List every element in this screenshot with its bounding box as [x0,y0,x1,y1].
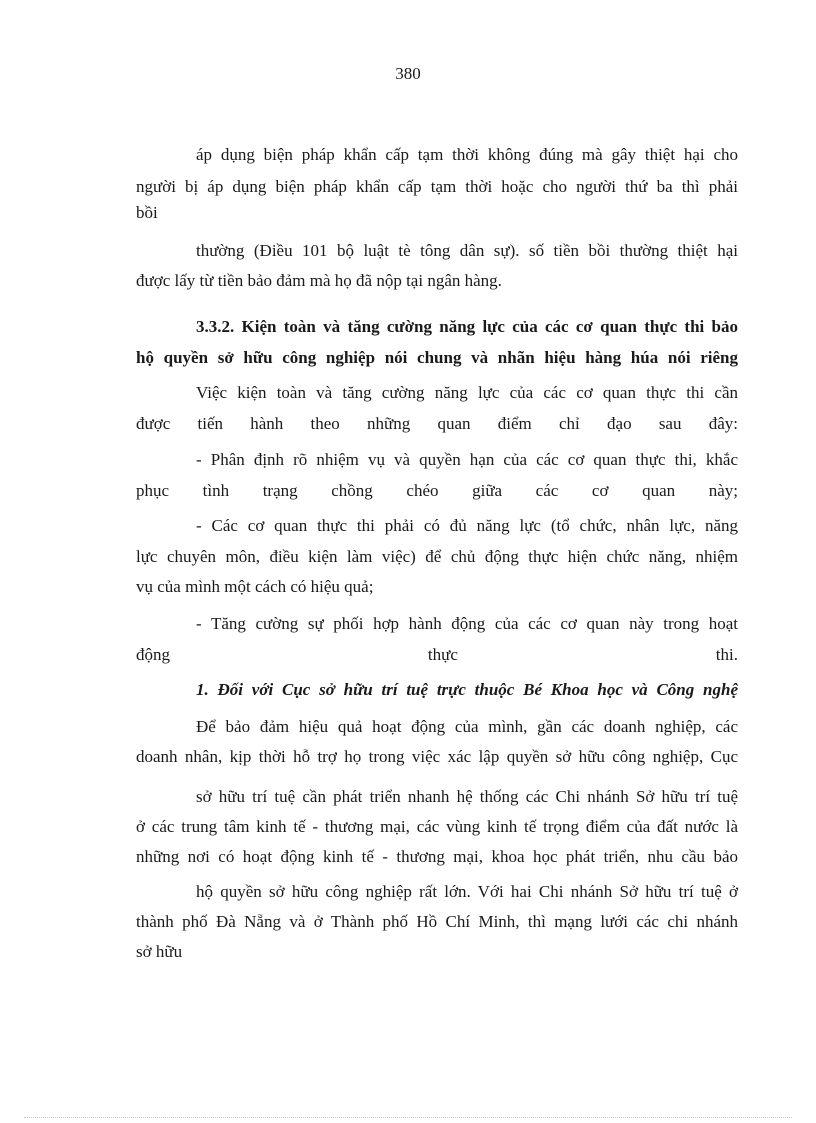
text-line: sở hữu trí tuệ cần phát triển nhanh hệ thống các Chi nhánh Sở hữu trí tuệ [196,787,738,806]
text-line: hộ quyền sở hữu công nghiệp rất lớn. Với hai Chi nhánh Sở hữu trí tuệ ở [196,882,738,901]
section-heading: hộ quyền sở hữu công nghiệp nói chung và nhãn hiệu hàng húa nói riêng [136,348,738,367]
text-line: động thực thi. [136,645,738,664]
text-line: thành phố Đà Nẵng và ở Thành phố Hồ Chí Minh, thì mạng lưới các chi nhánh [136,912,738,931]
text-line: bồi [136,203,158,222]
text-line: sở hữu [136,942,183,961]
text-line: - Phân định rõ nhiệm vụ và quyền hạn của các cơ quan thực thi, khắc [196,450,738,469]
text-line: được lấy từ tiền bảo đảm mà họ đã nộp tại ngân hàng. [136,271,502,290]
text-line: Việc kiện toàn và tăng cường năng lực của các cơ quan thực thi cần [196,383,738,402]
text-line: - Tăng cường sự phối hợp hành động của các cơ quan này trong hoạt [196,614,738,633]
text-line: - Các cơ quan thực thi phải có đủ năng lực (tổ chức, nhân lực, năng [196,516,738,535]
text-line: những nơi có hoạt động kinh tế - thương mại, khoa học phát triển, nhu cầu bảo [136,847,738,866]
text-line: ở các trung tâm kinh tế - thương mại, các vùng kinh tế trọng điểm của đất nước là [136,817,738,836]
text-line: Để bảo đảm hiệu quả hoạt động của mình, gần các doanh nghiệp, các [196,717,738,736]
text-line: thường (Điều 101 bộ luật tè tông dân sự). số tiền bồi thường thiệt hại [196,241,738,260]
text-line: áp dụng biện pháp khẩn cấp tạm thời không đúng mà gây thiệt hại cho [196,145,738,164]
text-line: vụ của mình một cách có hiệu quả; [136,577,374,596]
subsection-heading: 1. Đối với Cục sở hữu trí tuệ trực thuộc Bé Khoa học và Công nghệ [196,680,738,699]
text-line: người bị áp dụng biện pháp khẩn cấp tạm thời hoặc cho người thứ ba thì phải [136,177,738,196]
page-bottom-rule [24,1117,792,1118]
text-line: lực chuyên môn, điều kiện làm việc) để chủ động thực hiện chức năng, nhiệm [136,547,738,566]
text-line: phục tình trạng chồng chéo giữa các cơ quan này; [136,481,738,500]
section-heading: 3.3.2. Kiện toàn và tăng cường năng lực của các cơ quan thực thi bảo [196,317,738,336]
text-line: doanh nhân, kịp thời hỗ trợ họ trong việc xác lập quyền sở hữu công nghiệp, Cục [136,747,738,766]
text-line: được tiến hành theo những quan điểm chỉ đạo sau đây: [136,414,738,433]
page-number: 380 [395,64,421,83]
